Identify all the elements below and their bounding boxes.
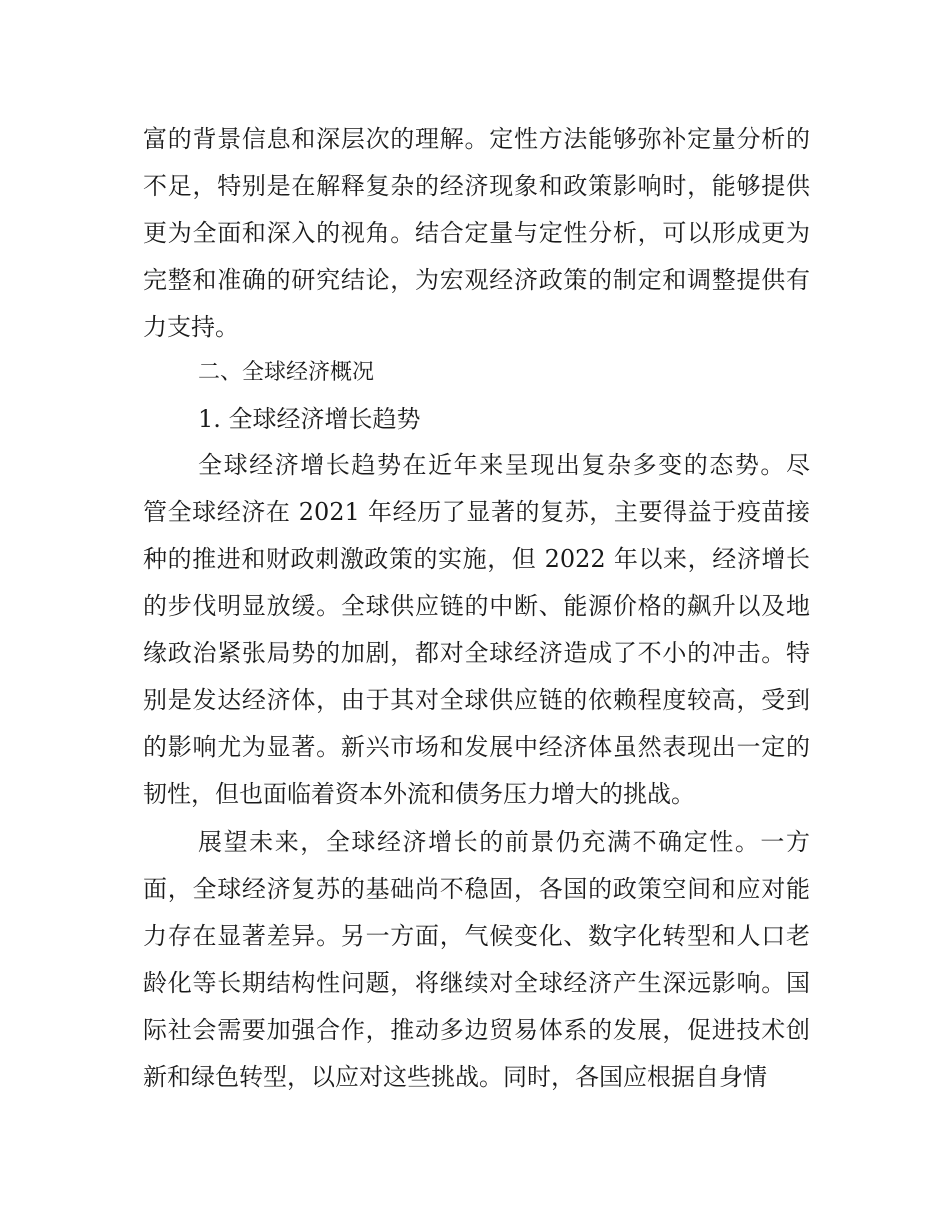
paragraph-line: 面，全球经济复苏的基础尚不稳固，各国的政策空间和应对能 (143, 875, 810, 903)
paragraph-line: 的影响尤为显著。新兴市场和发展中经济体虽然表现出一定的 (143, 733, 810, 761)
paragraph-line: 际社会需要加强合作，推动多边贸易体系的发展，促进技术创 (143, 1016, 810, 1044)
paragraph-line: 韧性，但也面临着资本外流和债务压力增大的挑战。 (143, 780, 695, 808)
paragraph-line: 种的推进和财政刺激政策的实施，但 2022 年以来，经济增长 (143, 545, 810, 573)
paragraph-line: 别是发达经济体，由于其对全球供应链的依赖程度较高，受到 (143, 686, 810, 714)
paragraph-line: 展望未来，全球经济增长的前景仍充满不确定性。一方 (198, 828, 810, 856)
paragraph-line: 全球经济增长趋势在近年来呈现出复杂多变的态势。尽 (198, 451, 810, 479)
subsection-heading: 1. 全球经济增长趋势 (198, 405, 421, 433)
paragraph-line: 力存在显著差异。另一方面，气候变化、数字化转型和人口老 (143, 922, 810, 950)
section-heading: 二、全球经济概况 (198, 360, 375, 385)
paragraph-line: 不足，特别是在解释复杂的经济现象和政策影响时，能够提供 (143, 172, 810, 200)
paragraph-line: 的步伐明显放缓。全球供应链的中断、能源价格的飙升以及地 (143, 592, 810, 620)
paragraph-line: 富的背景信息和深层次的理解。定性方法能够弥补定量分析的 (143, 125, 810, 153)
paragraph-line: 力支持。 (143, 313, 239, 341)
paragraph-line: 新和绿色转型，以应对这些挑战。同时，各国应根据自身情 (143, 1063, 767, 1091)
paragraph-line: 完整和准确的研究结论，为宏观经济政策的制定和调整提供有 (143, 266, 810, 294)
paragraph-line: 更为全面和深入的视角。结合定量与定性分析，可以形成更为 (143, 219, 810, 247)
paragraph-line: 缘政治紧张局势的加剧，都对全球经济造成了不小的冲击。特 (143, 639, 810, 667)
paragraph-line: 管全球经济在 2021 年经历了显著的复苏，主要得益于疫苗接 (143, 498, 810, 526)
paragraph-line: 龄化等长期结构性问题，将继续对全球经济产生深远影响。国 (143, 969, 810, 997)
